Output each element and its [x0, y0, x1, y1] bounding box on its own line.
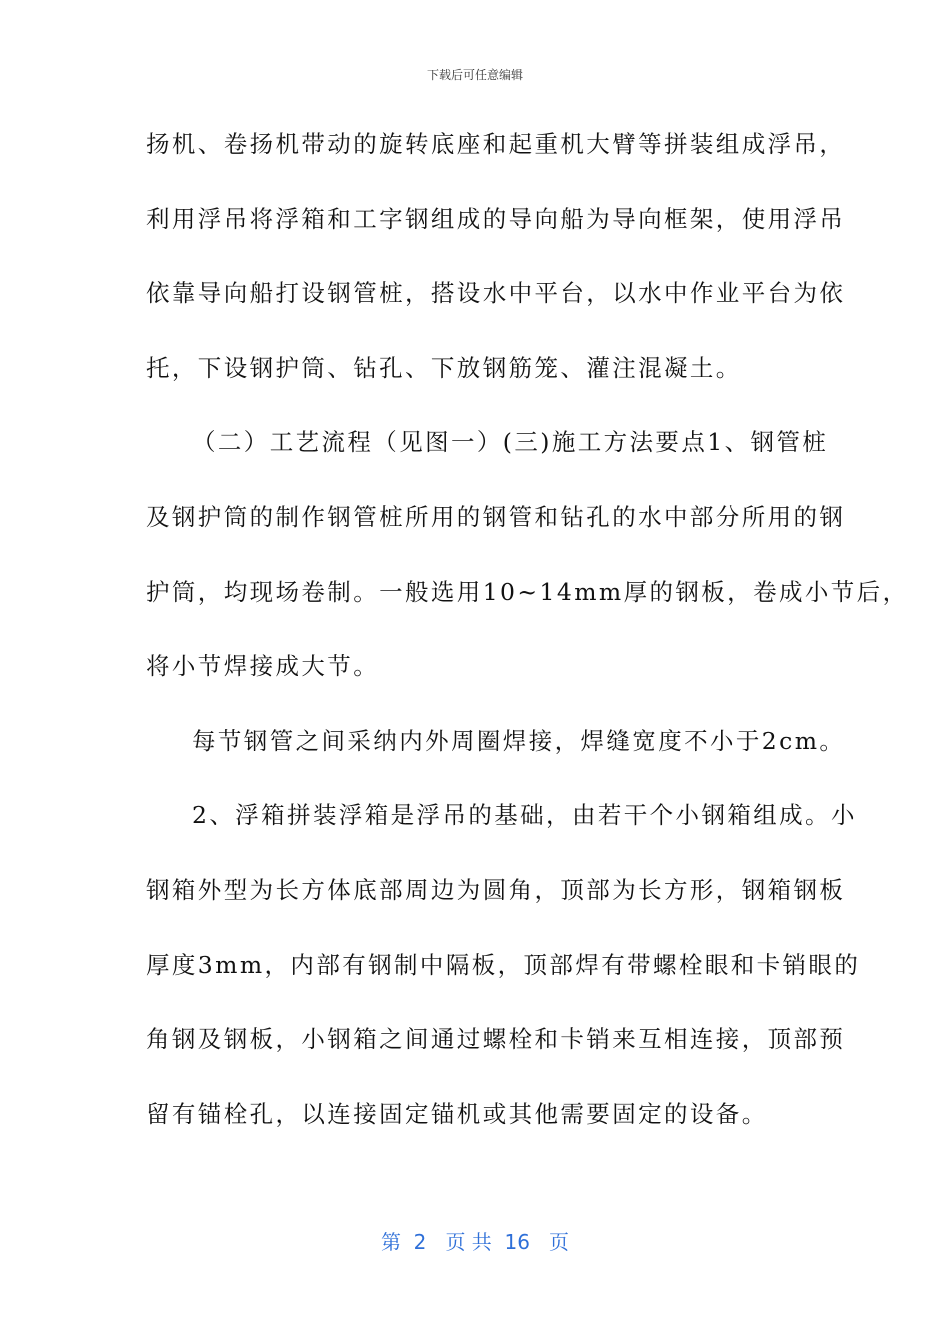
text-line: 护筒，均现场卷制。一般选用10~14mm厚的钢板，卷成小节后， [146, 577, 909, 606]
text-line: 依靠导向船打设钢管桩，搭设水中平台，以水中作业平台为依 [146, 279, 846, 308]
text-line: 厚度3mm，内部有钢制中隔板，顶部焊有带螺栓眼和卡销眼的 [146, 950, 861, 979]
text-line: 将小节焊接成大节。 [146, 652, 380, 681]
text-line: 角钢及钢板，小钢箱之间通过螺栓和卡销来互相连接，顶部预 [146, 1025, 846, 1054]
text-line: （二）工艺流程（见图一）(三)施工方法要点1、钢管桩 [192, 428, 829, 457]
text-line: 留有锚栓孔，以连接固定锚机或其他需要固定的设备。 [146, 1099, 768, 1128]
text-line: 钢箱外型为长方体底部周边为圆角，顶部为长方形，钢箱钢板 [146, 875, 846, 904]
text-line: 及钢护筒的制作钢管桩所用的钢管和钻孔的水中部分所用的钢 [146, 502, 846, 531]
text-line: 托，下设钢护筒、钻孔、下放钢筋笼、灌注混凝土。 [146, 353, 742, 382]
header-note: 下载后可任意编辑 [426, 68, 523, 82]
text-line: 2、浮箱拼装浮箱是浮吊的基础，由若干个小钢箱组成。小 [192, 801, 857, 830]
text-line: 利用浮吊将浮箱和工字钢组成的导向船为导向框架，使用浮吊 [146, 204, 846, 233]
text-line: 每节钢管之间采纳内外周圈焊接，焊缝宽度不小于2cm。 [192, 726, 846, 755]
text-line: 扬机、卷扬机带动的旋转底座和起重机大臂等拼装组成浮吊， [146, 130, 846, 158]
page-number-footer: 第 2 页 共 16 页 [380, 1230, 570, 1254]
document-body [146, 121, 909, 1165]
